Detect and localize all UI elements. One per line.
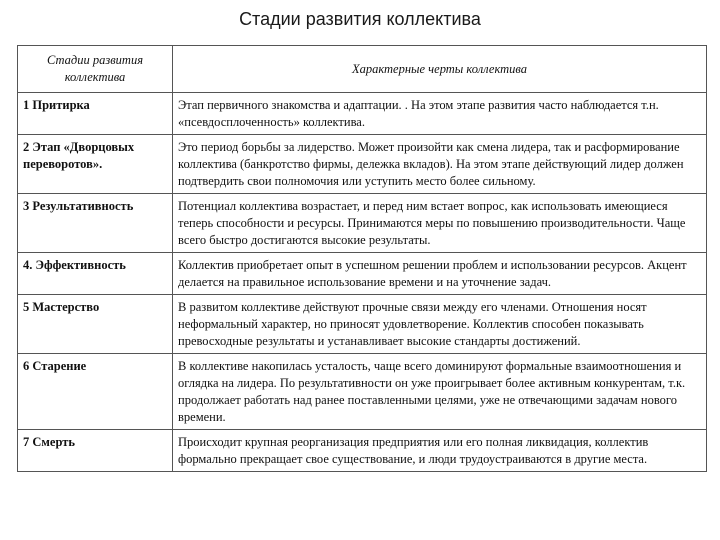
header-stage: Стадии развития коллектива (18, 46, 173, 93)
stage-name: 6 Старение (18, 354, 173, 430)
table-row (18, 93, 707, 135)
table-header-row (18, 46, 707, 93)
table-row (18, 295, 707, 354)
stage-name: 4. Эффективность (18, 253, 173, 295)
stage-name: 7 Смерть (18, 430, 173, 472)
stage-description: Потенциал коллектива возрастает, и перед ним встает вопрос, как использовать имеющиеся теперь способности и ресурсы. Принимаются меры по повышению производительности. Чаще всего быстро достигаются высокие результаты. (173, 194, 707, 253)
stage-name: 5 Мастерство (18, 295, 173, 354)
stage-description: Это период борьбы за лидерство. Может произойти как смена лидера, так и расформирование коллектива (банкротство фирмы, дележка вкладов). На этом этапе действующий лидер должен подтвердить свои полномочия или уступить место более сильному. (173, 135, 707, 194)
stage-name: 1 Притирка (18, 93, 173, 135)
stages-table (17, 45, 707, 472)
stage-description: Происходит крупная реорганизация предприятия или его полная ликвидация, коллектив формально прекращает свое существование, и люди трудоустраиваются в другие места. (173, 430, 707, 472)
table-row (18, 135, 707, 194)
table-row (18, 194, 707, 253)
stage-description: В коллективе накопилась усталость, чаще всего доминируют формальные взаимоотношения и оглядка на лидера. По результативности он уже проигрывает более активным конкурентам, т.к. продолжает работать над ранее поставленными целями, уже не отвечающими задачам нового времени. (173, 354, 707, 430)
table-row (18, 253, 707, 295)
stage-description: Коллектив приобретает опыт в успешном решении проблем и использовании ресурсов. Акцент делается на правильное использование времени и на уточнение задач. (173, 253, 707, 295)
header-features: Характерные черты коллектива (173, 46, 707, 93)
stage-description: Этап первичного знакомства и адаптации. . На этом этапе развития часто наблюдается т.н. «псевдосплоченность» коллектива. (173, 93, 707, 135)
stage-name: 3 Результативность (18, 194, 173, 253)
stage-name: 2 Этап «Дворцовых переворотов». (18, 135, 173, 194)
slide-title: Стадии развития коллектива (239, 9, 481, 29)
stage-description: В развитом коллективе действуют прочные связи между его членами. Отношения носят неформальный характер, но приносят удовлетворение. Коллектив способен показывать превосходные результаты и устанавливает высокие стандарты достижений. (173, 295, 707, 354)
table-row (18, 430, 707, 472)
table-row (18, 354, 707, 430)
